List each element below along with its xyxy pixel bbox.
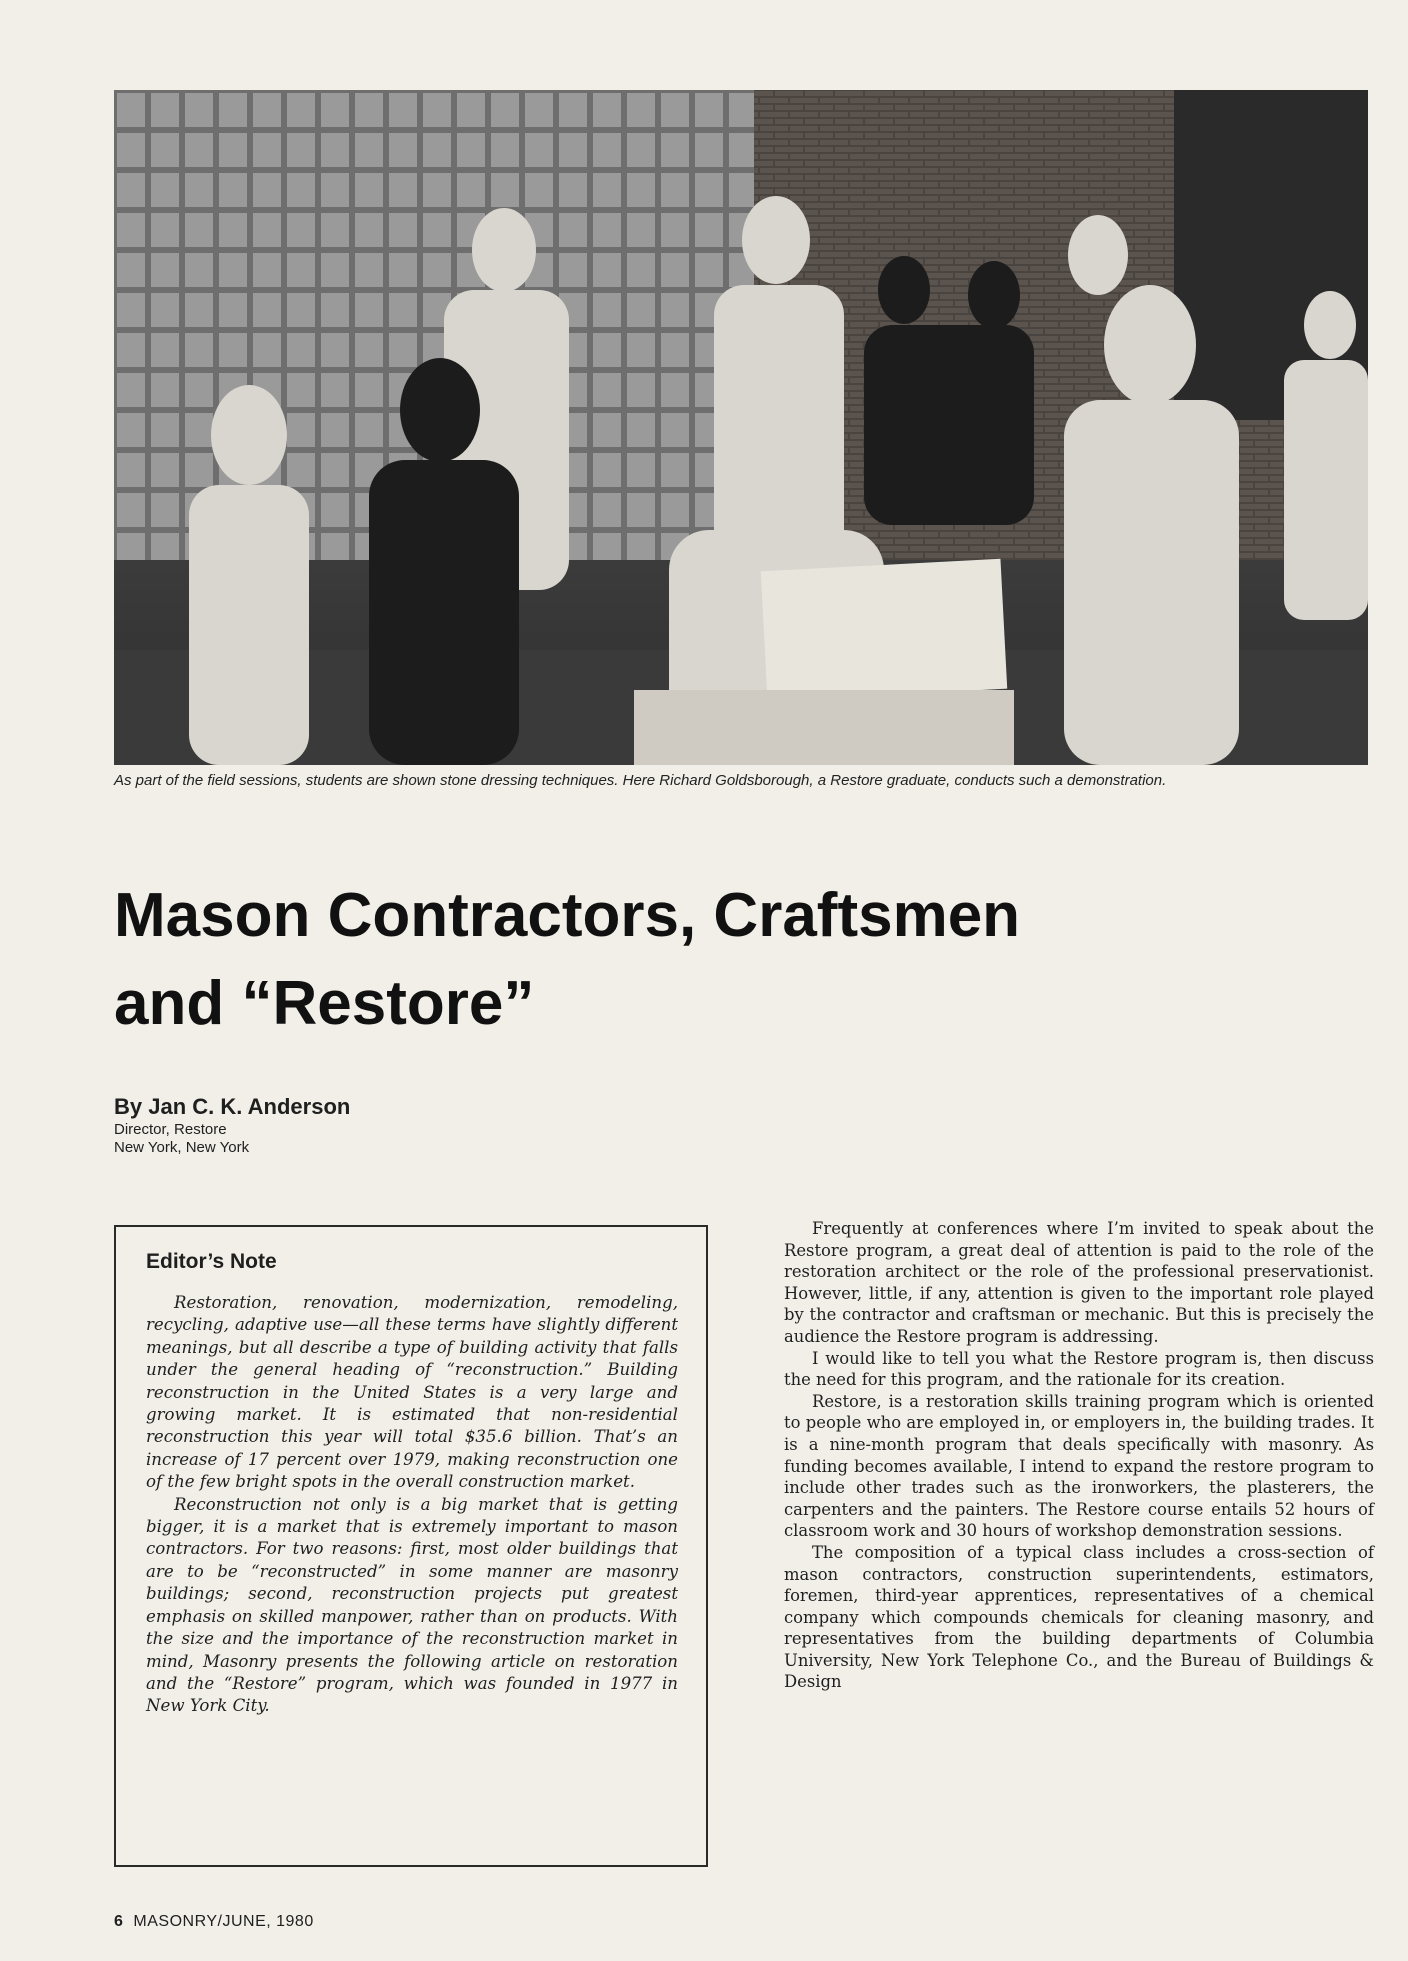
article-body-column bbox=[784, 1218, 1374, 1693]
body-paragraph: I would like to tell you what the Restore program is, then discuss the need for this program, and the rationale for its creation. bbox=[784, 1348, 1374, 1390]
author-name: By Jan C. K. Anderson bbox=[114, 1094, 351, 1119]
photo-illustration bbox=[114, 90, 1368, 765]
page-number: 6 bbox=[114, 1913, 124, 1930]
body-paragraph: Frequently at conferences where I’m invited to speak about the Restore program, a great deal of attention is paid to the role of the restoration architect or the role of the professional preservationist. However, little, if any, attention is given to the important role played by the contractor and craftsman or mechanic. But this is precisely the audience the Restore program is addressing. bbox=[784, 1219, 1374, 1346]
body-paragraph: The composition of a typical class includes a cross-section of mason contractors, construction superintendents, estimators, foremen, third-year apprentices, representatives of a chemical company which compounds chemicals for cleaning masonry, and representatives from the building departments of Columbia University, New York Telephone Co., and the Bureau of Buildings & Design bbox=[784, 1542, 1374, 1692]
editors-note-paragraph: Reconstruction not only is a big market that is getting bigger, it is a market that is extremely important to mason contractors. For two reasons: first, most older buildings that are to be “reconstructed” in some manner are masonry buildings; second, reconstruction projects put greatest emphasis on skilled manpower, rather than on products. With the size and the importance of the reconstruction market in mind, Masonry presents the following article on restoration and the “Restore” program, which was founded in 1977 in New York City. bbox=[146, 1494, 678, 1716]
title-line-1: Mason Contractors, Craftsmen bbox=[114, 881, 1021, 950]
publication-info: MASONRY/JUNE, 1980 bbox=[133, 1913, 314, 1930]
byline bbox=[114, 1093, 350, 1157]
body-paragraph: Restore, is a restoration skills training program which is oriented to people who are employed in, or employers in, the building trades. It is a nine-month program that deals specifically with masonry. As funding becomes available, I intend to expand the restore program to include other trades such as the ironworkers, the plasterers, the carpenters and the painters. The Restore course entails 52 hours of classroom work and 30 hours of workshop demonstration sessions. bbox=[784, 1391, 1374, 1541]
editors-note-box bbox=[114, 1225, 708, 1867]
photo-caption: As part of the field sessions, students are shown stone dressing techniques. Here Richard Goldsborough, a Restore graduate, conducts such a demonstration. bbox=[114, 772, 1167, 789]
article-photo bbox=[114, 90, 1368, 765]
article-title bbox=[114, 872, 1314, 1048]
editors-note-heading: Editor’s Note bbox=[146, 1250, 277, 1273]
page-footer bbox=[114, 1913, 314, 1931]
editors-note-paragraph: Restoration, renovation, modernization, remodeling, recycling, adaptive use—all these terms have slightly different meanings, but all describe a type of building activity that falls under the general heading of “reconstruction.” Building reconstruction in the United States is a very large and growing market. It is estimated that non-residential reconstruction this year will total $35.6 billion. That’s an increase of 17 percent over 1979, making reconstruction one of the few bright spots in the overall construction market. bbox=[146, 1293, 678, 1492]
author-location: New York, New York bbox=[114, 1139, 250, 1156]
title-line-2: and “Restore” bbox=[114, 969, 535, 1038]
author-role: Director, Restore bbox=[114, 1121, 227, 1138]
